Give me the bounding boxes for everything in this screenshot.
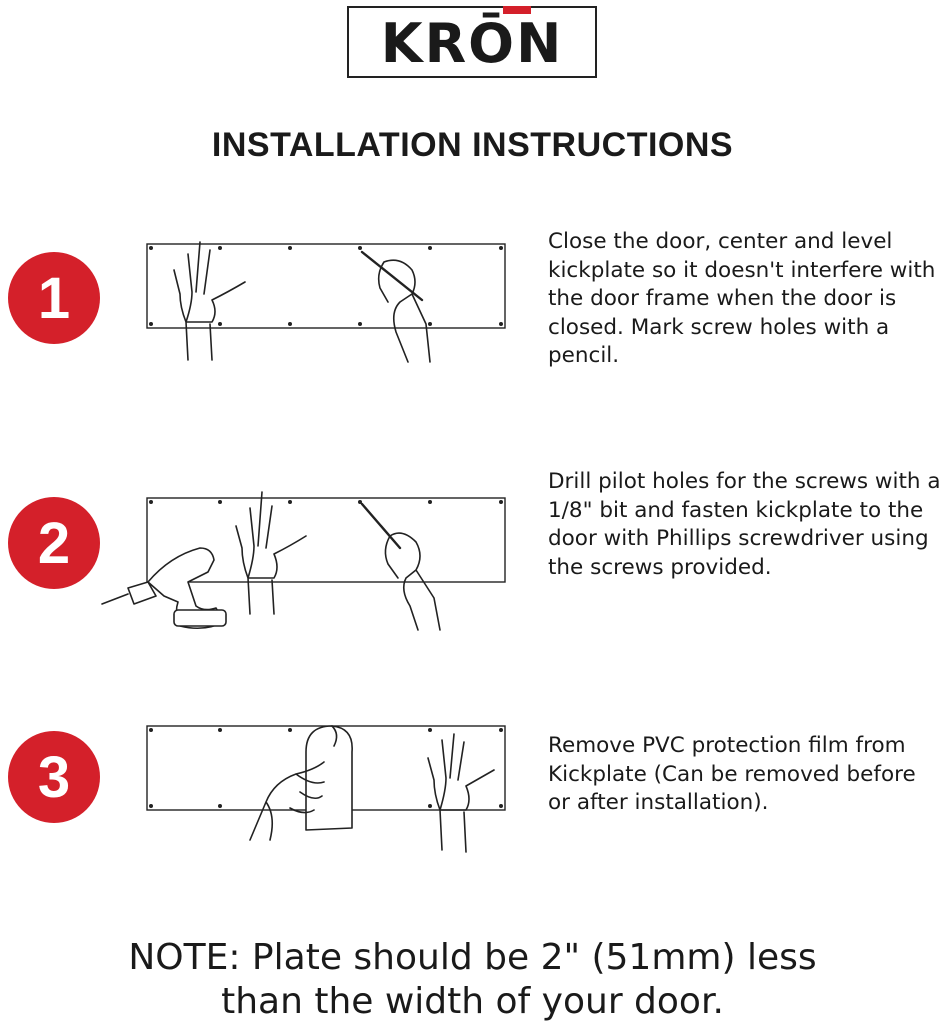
step-3-text: Remove PVC protection film from Kickplate (Can be removed before or after installation). (548, 733, 916, 815)
step-2-illustration (100, 486, 520, 634)
step-1-illustration (100, 232, 520, 364)
note-line-1: NOTE: Plate should be 2" (51mm) less (128, 937, 817, 978)
kron-logo (347, 6, 597, 78)
peeling-film-icon (306, 726, 352, 830)
page-title: INSTALLATION INSTRUCTIONS (211, 126, 734, 164)
step-2-badge: 2 (8, 497, 100, 589)
note-line-2: than the width of your door. (221, 981, 724, 1022)
step-2-text: Drill pilot holes for the screws with a 1/8" bit and fasten kickplate to the door with Phillips screwdriver using the screws provided. (548, 469, 941, 580)
kickplate (147, 244, 505, 328)
note (0, 936, 945, 1024)
step-1-badge: 1 (8, 252, 100, 344)
step-3-illustration (100, 712, 520, 856)
step-3-badge: 3 (8, 731, 100, 823)
logo-text: KRŌN (380, 12, 564, 75)
step-1-text: Close the door, center and level kickplate so it doesn't interfere with the door frame when the door is closed. Mark screw holes with a pencil. (548, 229, 936, 368)
